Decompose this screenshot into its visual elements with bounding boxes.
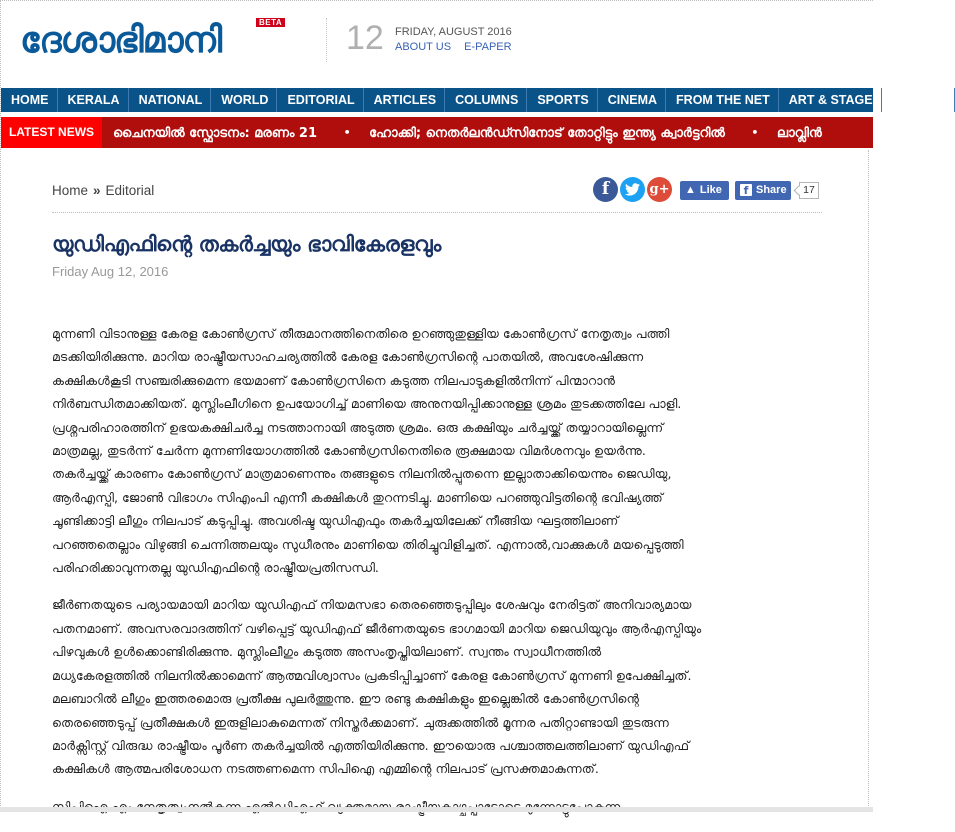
nav-cinema[interactable]: CINEMA: [598, 88, 666, 112]
about-us-link[interactable]: ABOUT US: [395, 41, 452, 53]
nav-art-stage[interactable]: ART & STAGE: [779, 88, 882, 112]
breadcrumb-home[interactable]: Home: [52, 183, 89, 198]
nav-from-the-net[interactable]: FROM THE NET: [666, 88, 779, 112]
nav-world[interactable]: WORLD: [211, 88, 277, 112]
masthead-divider: [326, 18, 327, 62]
facebook-share-button[interactable]: [735, 181, 791, 200]
nav-epaper[interactable]: E-PAPER: [882, 88, 955, 112]
googleplus-icon[interactable]: g+: [647, 177, 672, 202]
article-date: Friday Aug 12, 2016: [52, 264, 169, 279]
thumbs-up-icon: ▲: [685, 184, 696, 196]
article-title: യുഡിഎഫിന്റെ തകർച്ചയും ഭാവികേരളവും: [52, 232, 442, 256]
nav-home[interactable]: HOME: [1, 88, 58, 112]
date-number: 12: [346, 19, 384, 57]
text-line: തകർച്ചയ്ക്ക് കാരണം കോൺഗ്രസ് മാത്രമാണെന്നും തങ്ങളുടെ നിലനിൽപ്പുതന്നെ ഇല്ലാതാക്കിയെന്നും ജെഡിയു,: [52, 466, 672, 482]
header-divider: [52, 212, 822, 213]
nav-kerala[interactable]: KERALA: [58, 88, 129, 112]
main-nav: [1, 88, 947, 112]
twitter-icon[interactable]: [620, 177, 645, 202]
bullet-icon: •: [343, 126, 351, 139]
share-label: Share: [756, 184, 787, 196]
epaper-link[interactable]: E-PAPER: [464, 41, 512, 53]
text-line: മടക്കിയിരിക്കുന്നു. മാറിയ രാഷ്ട്രീയസാഹചര്യത്തിൽ കേരള കോൺഗ്രസിന്റെ പാതയിൽ, അവശേഷിക്കുന്ന: [52, 349, 644, 365]
facebook-f-icon: f: [740, 184, 752, 196]
article-paragraph: [52, 593, 842, 780]
text-line: തെരഞ്ഞെടുപ്പ് പ്രതീക്ഷകൾ ഇരുളിലാകുമെന്നത് നിസ്തർക്കമാണ്. ചുരുക്കത്തിൽ മൂന്നര പതിറ്റാണ്ടായി തുടരുന്ന: [52, 714, 669, 730]
share-count: 17: [799, 182, 819, 199]
text-line: മലബാറിൽ ലീഗും ഇത്തരമൊരു പ്രതീക്ഷ പുലർത്തുന്നു. ഈ രണ്ടു കക്ഷികളും ഇല്ലെങ്കിൽ കോൺഗ്രസിന്റെ: [52, 691, 640, 707]
ticker-item[interactable]: ചൈനയിൽ സ്ഫോടനം: മരണം 21: [113, 126, 318, 141]
text-line: ജീർണതയുടെ പര്യായമായി മാറിയ യുഡിഎഫ് നിയമസഭാ തെരഞ്ഞെടുപ്പിലും ശേഷവും നേരിട്ടത് അനിവാര്യമായ: [52, 597, 692, 613]
breadcrumb-separator: »: [93, 183, 101, 198]
masthead: [0, 0, 873, 88]
text-line: നിർബന്ധിതമാക്കിയത്. മുസ്ലിംലീഗിനെ ഉപയോഗിച്ച് മാണിയെ അനുനയിപ്പിക്കാനുള്ള ശ്രമം തുടക്കത്തിലേ പാളി.: [52, 396, 682, 412]
text-line: പിഴവുകൾ ഉൾക്കൊണ്ടിരിക്കുന്നു. മുസ്ലിംലീഗും കടുത്ത അസംതൃപ്തിയിലാണ്. സ്വന്തം സ്വാധീനത്തിൽ: [52, 644, 602, 660]
text-line: പ്രശ്നപരിഹാരത്തിന് ഉഭയകക്ഷിചർച്ച നടത്താനായി അടുത്ത ശ്രമം. ഒരു കക്ഷിയും ചർച്ചയ്ക്ക് തയ്യാറായില്ലെന്ന്: [52, 419, 664, 435]
text-line: പതനമാണ്. അവസരവാദത്തിന് വഴിപ്പെട്ട് യുഡിഎഫ് ജീർണതയുടെ ഭാഗമായി മാറിയ ജെഡിയുവും ആർഎസ്പിയും: [52, 620, 702, 636]
text-line: പറഞ്ഞതെല്ലാം വിഴുങ്ങി ചെന്നിത്തലയും സുധീരനും മാണിയെ തിരിച്ചുവിളിച്ചത്. എന്നാൽ,വാക്കുകൾ മയപ്പെടുത്തി: [52, 536, 684, 552]
text-line: ആർഎസ്പി, ജോൺ വിഭാഗം സിഎംപി എന്നീ കക്ഷികൾ തുറന്നടിച്ചു. മാണിയെ പറഞ്ഞുവിട്ടതിന്റെ ഭവിഷ്യത്ത്: [52, 489, 663, 505]
text-line: പരിഹരിക്കാവുന്നതല്ല യുഡിഎഫിന്റെ രാഷ്ട്രീയപ്രതിസന്ധി.: [52, 560, 379, 576]
latest-news-ticker: [1, 117, 873, 148]
text-line: മാർക്സിസ്റ്റ് വിരുദ്ധ രാഷ്ട്രീയം പൂർണ തകർച്ചയിൽ എത്തിയിരിക്കുന്നു. ഈയൊരു പശ്ചാത്തലത്തിലാണ് യുഡിഎഫ്: [52, 737, 690, 753]
ticker-track: [113, 117, 844, 148]
article-paragraph: [52, 322, 842, 579]
ticker-item[interactable]: ഹോക്കി; നെതർലൻഡ്സിനോട് തോറ്റിട്ടും ഇന്ത്യ ക്വാർട്ടറിൽ: [369, 126, 725, 141]
text-line: മധ്യകേരളത്തിൽ നിലനിൽക്കാമെന്ന് ആത്മവിശ്വാസം പ്രകടിപ്പിച്ചാണ് കേരള കോൺഗ്രസ് മുന്നണി ഉപേക്ഷിച്ചത്.: [52, 667, 692, 683]
twitter-bird-icon: [625, 183, 640, 196]
horizontal-scrollbar[interactable]: [0, 807, 873, 812]
masthead-links: [395, 41, 522, 54]
site-logo[interactable]: ദേശാഭിമാനി: [20, 20, 222, 61]
beta-badge: BETA: [256, 18, 285, 27]
nav-sports[interactable]: SPORTS: [527, 88, 597, 112]
text-line: ചൂണ്ടിക്കാട്ടി ലീഗും നിലപാട് കടുപ്പിച്ചു. അവശിഷ്ട യുഡിഎഫും തകർച്ചയിലേക്ക് നീങ്ങിയ ഘട്ടത്തിലാണ്: [52, 513, 619, 529]
article-body: [52, 322, 842, 832]
breadcrumb-editorial[interactable]: Editorial: [105, 183, 155, 198]
text-line: കക്ഷികൾ ആത്മപരിശോധന നടത്തണമെന്ന സിപിഐ എമ്മിന്റെ നിലപാട് പ്രസക്തമാകുന്നത്.: [52, 761, 599, 777]
text-line: മുന്നണി വിടാനുള്ള കേരള കോൺഗ്രസ് തീരുമാനത്തിനെതിരെ ഉറഞ്ഞുതുള്ളിയ കോൺഗ്രസ് നേതൃത്വം പത്തി: [52, 326, 670, 341]
text-line: കക്ഷികൾകൂടി സഞ്ചരിക്കുമെന്ന ഭയമാണ് കോൺഗ്രസിനെ കടുത്ത നിലപാടുകളിൽനിന്ന് പിന്മാറാൻ: [52, 372, 616, 388]
nav-national[interactable]: NATIONAL: [129, 88, 212, 112]
facebook-like-button[interactable]: [680, 181, 729, 200]
latest-news-label: LATEST NEWS: [1, 117, 102, 148]
nav-articles[interactable]: ARTICLES: [364, 88, 446, 112]
date-text: FRIDAY, AUGUST 2016: [395, 26, 512, 38]
content-right-border: [868, 150, 869, 812]
text-line: മാത്രമല്ല, തുടർന്ന് ചേർന്ന മുന്നണിയോഗത്തിൽ കോൺഗ്രസിനെതിരെ രൂക്ഷമായ വിമർശനവും ഉയർന്നു.: [52, 443, 646, 459]
facebook-icon[interactable]: f: [593, 177, 618, 202]
like-label: Like: [699, 184, 722, 196]
nav-columns[interactable]: COLUMNS: [445, 88, 527, 112]
nav-editorial[interactable]: EDITORIAL: [277, 88, 363, 112]
ticker-item[interactable]: ലാവ്ലിൻ: [776, 126, 822, 141]
breadcrumb: [52, 182, 154, 199]
bullet-icon: •: [751, 126, 759, 139]
